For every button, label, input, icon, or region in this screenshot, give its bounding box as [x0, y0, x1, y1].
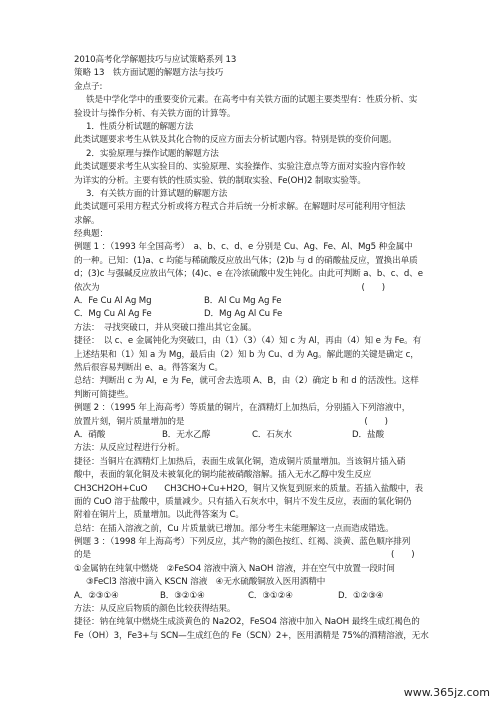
example-1-text: 的一种。已知：(1)a、c 均能与稀硫酸反应放出气体；(2)b 与 d 的硝酸盐反应，置换出单质 [74, 255, 418, 266]
section-heading: 3．有关铁方面的计算试题的解题方法 [86, 188, 228, 199]
option-d: D．①②③④ [338, 590, 384, 601]
example-3-skill: Fe（OH）3，Fe3+与 SCN—生成红色的 Fe（SCN）2+，医用酒精是 75%的酒精溶液，无水 [74, 630, 429, 641]
section-text: 此类试题要求考生从铁及其化合物的反应方面去分析试题内容。特别是铁的变价问题。 [74, 135, 397, 146]
example-1-skill: 上述结果和（1）知 a 为 Mg，最后由（2）知 b 为 Cu、d 为 Ag。解此题的关键是确定 c， [74, 349, 419, 360]
examples-heading: 经典题： [74, 229, 108, 240]
example-3-options [74, 590, 474, 603]
section-text: 为详实的分析。主要有铁的性质实验、铁的制取实验、Fe(OH)2 制取实验等。 [74, 175, 366, 186]
example-1-skill: 然后很容易判断出 e、a。得答案为 C。 [74, 362, 223, 373]
document-body [74, 54, 474, 643]
example-2-text [74, 416, 474, 429]
example-3-text [74, 549, 474, 562]
example-1-text-tail: 依次为 [74, 282, 100, 293]
example-2-method: 方法：从反应过程进行分析。 [74, 443, 185, 454]
example-2-skill: 附着在铜片上，质量增加。以此得答案为 C。 [74, 510, 244, 521]
option-b: B．Al Cu Mg Ag Fe [204, 296, 282, 307]
example-2-text-tail: 放置片刻，铜片质量增加的是 [74, 416, 185, 427]
option-d: D．盐酸 [352, 429, 384, 440]
option-b: B．无水乙醇 [162, 429, 211, 440]
example-1-options [74, 308, 474, 321]
answer-paren: ( ) [391, 550, 415, 561]
example-3-method: 方法：从反应后物质的颜色比较获得结果。 [74, 604, 236, 615]
option-a: A．Fe Cu Al Ag Mg [74, 296, 152, 307]
option-b: B．③②①④ [160, 590, 205, 601]
doc-title: 2010高考化学解题技巧与应试策略系列 13 [74, 55, 237, 65]
option-c: C．③①②④ [248, 590, 293, 601]
option-c: C．石灰水 [252, 429, 292, 440]
doc-subtitle: 策略 13 铁方面试题的解题方法与技巧 [74, 68, 224, 79]
section-text: 此类试题可采用方程式分析或将方程式合并后统一分析求解。在解题时尽可能利用守恒法 [74, 202, 406, 213]
example-1-skill: 捷径： 以 c、e 金属钝化为突破口，由（1）（3）（4）知 c 为 Al，再由（4）知 e 为 Fe。有 [74, 336, 422, 347]
section-text: 求解。 [74, 215, 100, 226]
example-1-summary: 总结：判断出 c 为 Al，e 为 Fe，就可舍去选项 A、B，由（2）确定 b 和 d 的活泼性。这样 [74, 376, 419, 387]
example-2-skill: 面的 CuO 溶于盐酸中，质量减少。只有插入石灰水中，铜片不发生反应，表面的氧化铜仍 [74, 496, 412, 507]
option-d: D．Mg Ag Al Cu Fe [204, 309, 283, 320]
gold-heading: 金点子: [74, 81, 103, 92]
section-text: 此类试题要求考生从实验目的、实验原理、实验操作、实验注意点等方面对实验内容作较 [74, 162, 406, 173]
example-3-skill: 捷径：钠在纯氧中燃烧生成淡黄色的 Na2O2，FeSO4 溶液中加入 NaOH 最终生成红褐色的 [74, 617, 420, 628]
example-1-summary: 判断可简捷些。 [74, 389, 134, 400]
example-1-options [74, 295, 474, 308]
intro-line: 验设计与操作分析、有关铁方面的计算等。 [74, 108, 236, 119]
example-2-options [74, 429, 474, 442]
option-a: A．②③①④ [74, 590, 119, 601]
example-2-skill: 捷径：当铜片在酒精灯上加热后，表面生成氧化铜，造成铜片质量增加。当该铜片插入硝 [74, 456, 406, 467]
example-3-item: ①金属钠在纯氧中燃烧 ②FeSO4 溶液中滴入 NaOH 溶液，并在空气中放置一段时间 [74, 563, 395, 574]
example-2-text: 例题 2 ：（1995 年上海高考）等质量的铜片，在酒精灯上加热后，分别插入下列溶液中， [74, 403, 411, 414]
option-a: A．硝酸 [74, 429, 106, 440]
example-3-text-tail: 的是 [74, 550, 91, 561]
answer-paren: ( ) [364, 416, 388, 427]
option-c: C．Mg Cu Al Ag Fe [74, 309, 152, 320]
example-2-summary: 总结：在插入溶液之前，Cu 片质量就已增加。部分考生未能理解这一点而造成错选。 [74, 523, 394, 534]
site-watermark: www.365jz.com [403, 686, 490, 699]
intro-line: 铁是中学化学中的重要变价元素。在高考中有关铁方面的试题主要类型有：性质分析、实 [86, 95, 418, 106]
example-3-text: 例题 3 ：（1998 年上海高考）下列反应，其产物的颜色按红、红褐、淡黄、蓝色顺序排列 [74, 537, 411, 548]
example-1-text: d；(3)c 与强碱反应放出气体；(4)c、e 在冷浓硫酸中发生钝化。由此可判断 a、b、c、d、e [74, 269, 423, 280]
example-2-skill: CH3CH2OH+CuO CH3CHO+Cu+H2O，铜片又恢复到原来的质量。若插入盐酸中，表 [74, 483, 424, 494]
example-1-text [74, 282, 474, 295]
example-1-text: 例题 1 ：（1993 年全国高考） a、b、c、d、e 分别是 Cu、Ag、Fe、Al、Mg5 种金属中 [74, 242, 413, 253]
section-heading: 2．实验原理与操作试题的解题方法 [86, 148, 219, 159]
section-heading: 1．性质分析试题的解题方法 [86, 121, 194, 132]
example-1-method: 方法： 寻找突破口，并从突破口推出其它金属。 [74, 322, 257, 333]
example-2-skill: 酸中，表面的氧化铜及未被氧化的铜均能被硝酸溶解。插入无水乙醇中发生反应 [74, 470, 372, 481]
answer-paren: ( ) [361, 282, 385, 293]
example-3-item: ③FeCl3 溶液中滴入 KSCN 溶液 ④无水硫酸铜放入医用酒精中 [86, 577, 326, 588]
